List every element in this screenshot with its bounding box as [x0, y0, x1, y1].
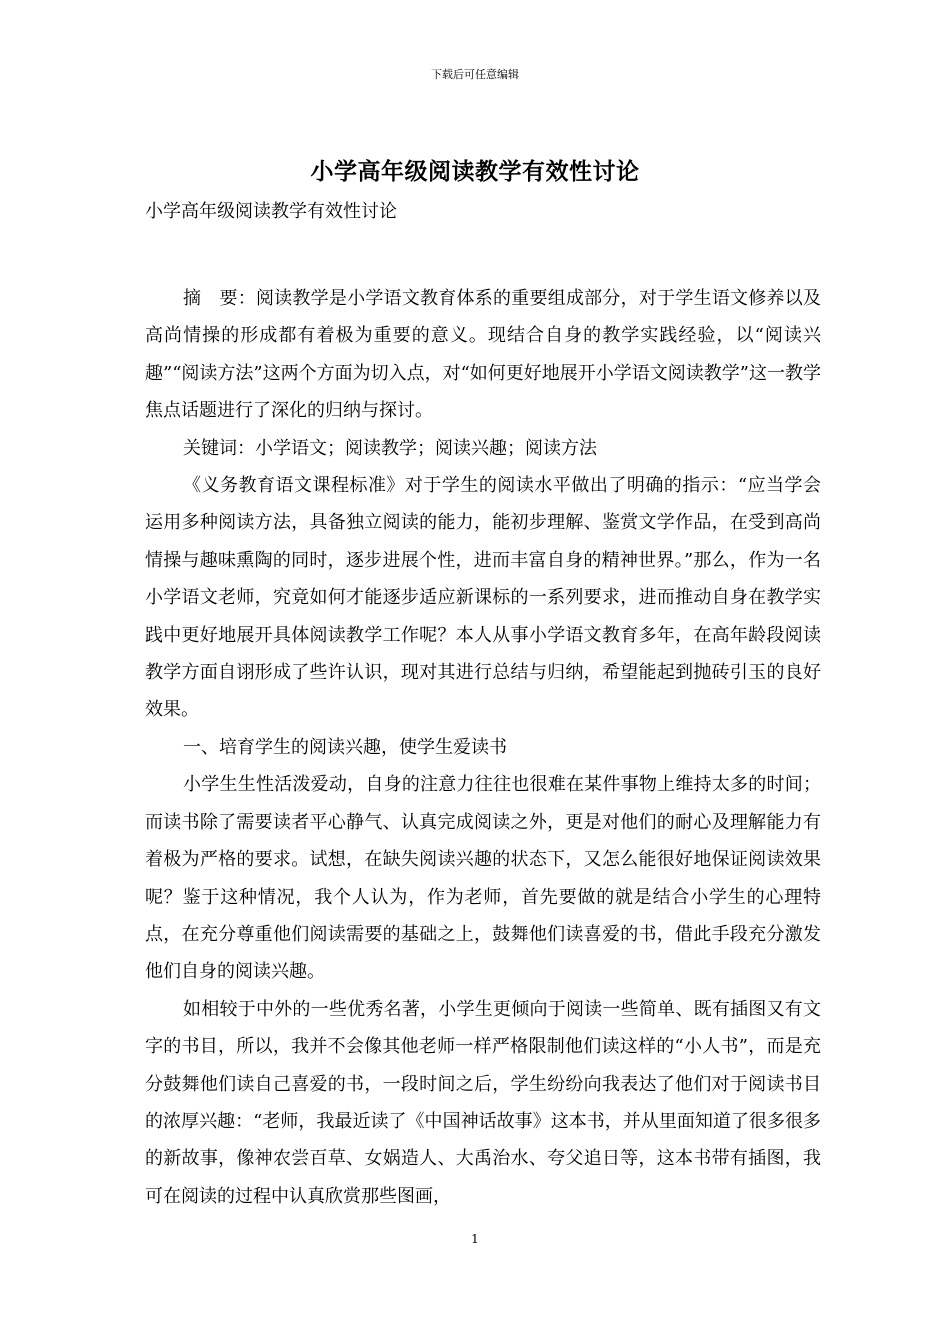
- section-heading: 一、培育学生的阅读兴趣，使学生爱读书: [183, 736, 507, 758]
- header-note: 下载后可任意编辑: [431, 68, 519, 81]
- document-body: [145, 197, 821, 1215]
- page-number: 1: [471, 1232, 479, 1246]
- abstract-paragraph: 摘 要：阅读教学是小学语文教育体系的重要组成部分，对于学生语文修养以及高尚情操的形成都有着极为重要的意义。现结合自身的教学实践经验，以“阅读兴趣”“阅读方法”这两个方面为切入点，对“如何更好地展开小学语文阅读教学”这一教学焦点话题进行了深化的归纳与探讨。: [145, 288, 822, 422]
- document-title: 小学高年级阅读教学有效性讨论: [310, 158, 640, 185]
- intro-paragraph: 《义务教育语文课程标准》对于学生的阅读水平做出了明确的指示：“应当学会运用多种阅读方法，具备独立阅读的能力，能初步理解、鉴赏文学作品，在受到高尚情操与趣味熏陶的同时，逐步进展个性，进而丰富自身的精神世界。”那么，作为一名小学语文老师，究竟如何才能逐步适应新课标的一系列要求，进而推动自身在教学实践中更好地展开具体阅读教学工作呢？本人从事小学语文教育多年，在高年龄段阅读教学方面自诩形成了些许认识，现对其进行总结与归纳，希望能起到抛砖引玉的良好效果。: [145, 475, 821, 721]
- spacer: [145, 227, 821, 280]
- body-paragraph: 如相较于中外的一些优秀名著，小学生更倾向于阅读一些简单、既有插图又有文字的书目，所以，我并不会像其他老师一样严格限制他们读这样的“小人书”，而是充分鼓舞他们读自己喜爱的书，一段时间之后，学生纷纷向我表达了他们对于阅读书目的浓厚兴趣：“老师，我最近读了《中国神话故事》这本书，并从里面知道了很多很多的新故事，像神农尝百草、女娲造人、大禹治水、夸父追日等，这本书带有插图，我可在阅读的过程中认真欣赏那些图画，: [145, 998, 821, 1207]
- body-paragraph: 小学生生性活泼爱动，自身的注意力往往也很难在某件事物上维持太多的时间；而读书除了需要读者平心静气、认真完成阅读之外，更是对他们的耐心及理解能力有着极为严格的要求。试想，在缺失阅读兴趣的状态下，又怎么能很好地保证阅读效果呢？鉴于这种情况，我个人认为，作为老师，首先要做的就是结合小学生的心理特点，在充分尊重他们阅读需要的基础之上，鼓舞他们读喜爱的书，借此手段充分激发他们自身的阅读兴趣。: [145, 774, 821, 983]
- keywords-paragraph: 关键词：小学语文；阅读教学；阅读兴趣；阅读方法: [183, 437, 597, 459]
- document-subtitle: 小学高年级阅读教学有效性讨论: [145, 201, 397, 222]
